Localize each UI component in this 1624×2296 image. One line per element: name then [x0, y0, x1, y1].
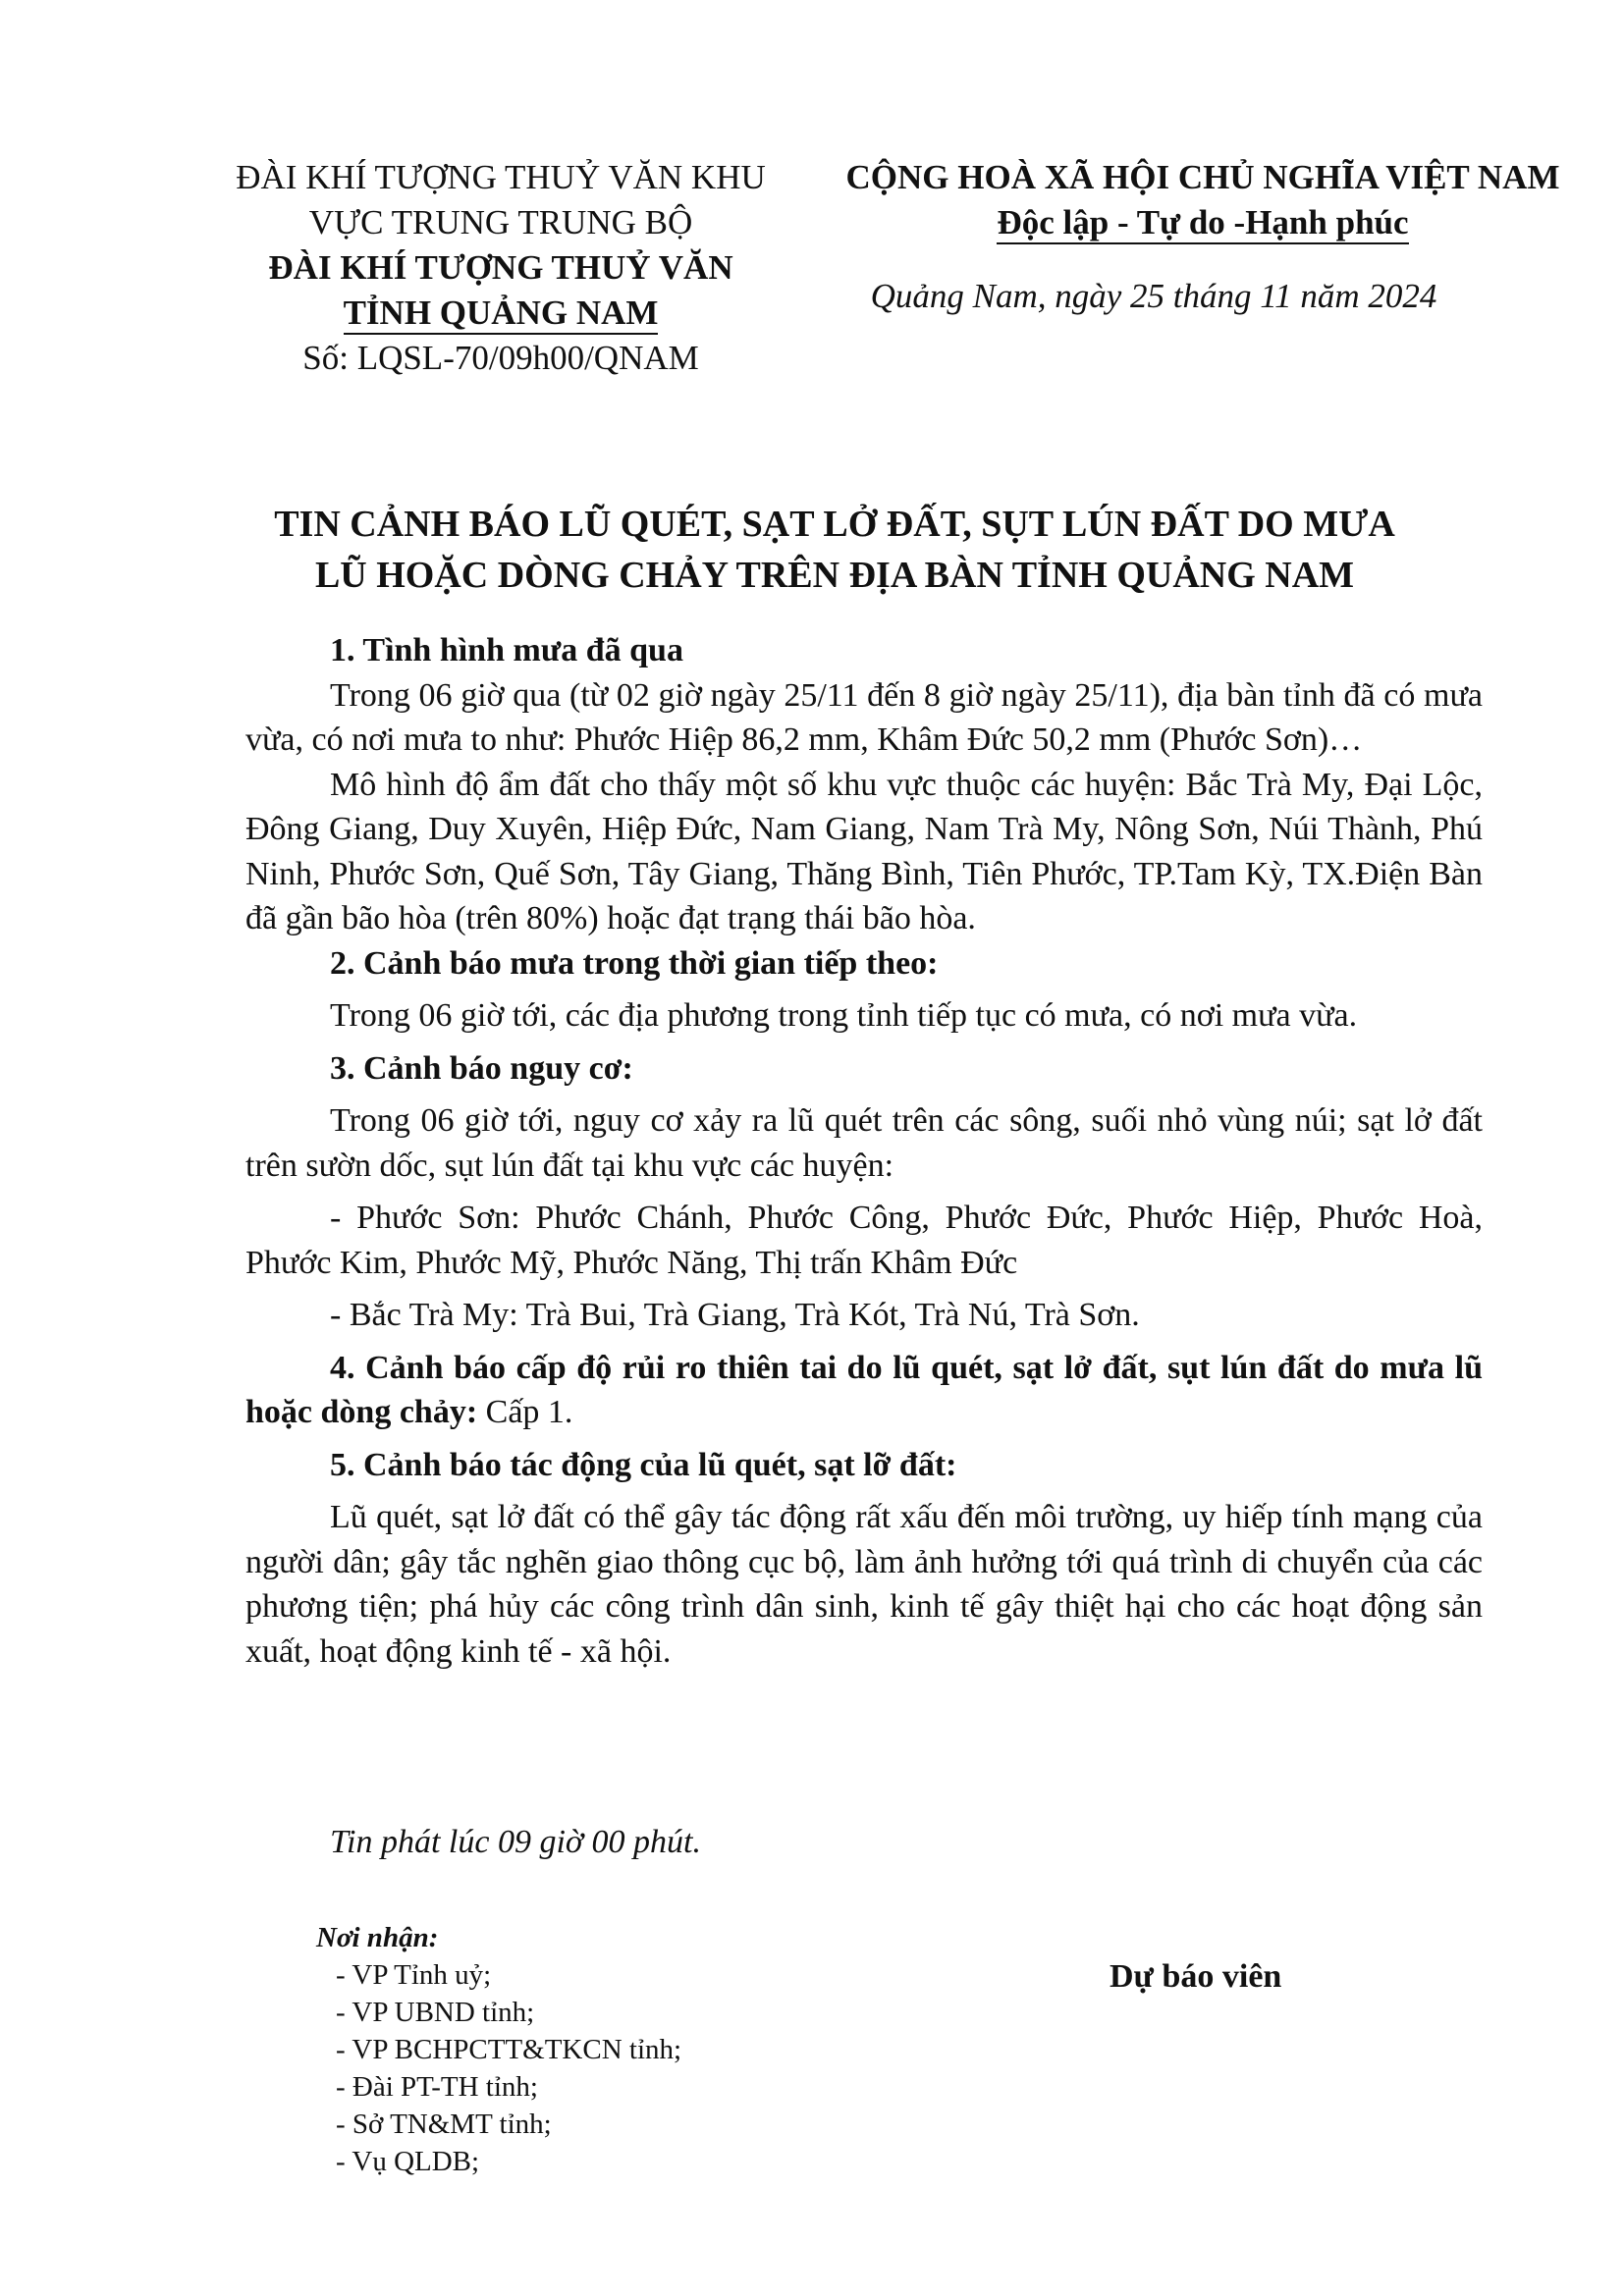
document-date: Quảng Nam, ngày 25 tháng 11 năm 2024 — [870, 277, 1437, 315]
issued-time: Tin phát lúc 09 giờ 00 phút. — [330, 1824, 702, 1860]
document-body — [245, 628, 1483, 1674]
section-5-paragraph: Lũ quét, sạt lở đất có thể gây tác động rất xấu đến môi trường, uy hiếp tính mạng của người dân; gây tắc nghẽn giao thông cục bộ, làm ảnh hưởng tới quá trình di chuyển của các phương tiện; phá hủy các công trình dân sinh, kinh tế gây thiệt hại cho các hoạt động sản xuất, hoạt động kinh tế - xã hội. — [245, 1499, 1483, 1670]
recipient-item: - Đài PT-TH tỉnh; — [336, 2071, 538, 2103]
risk-level-value: Cấp 1. — [477, 1394, 573, 1430]
section-4-heading: 4. Cảnh báo cấp độ rủi ro thiên tai do lũ quét, sạt lở đất, sụt lún đất do mưa lũ hoặc dòng chảy: — [245, 1349, 1483, 1430]
agency-name-line1: ĐÀI KHÍ TƯỢNG THUỶ VĂN — [268, 248, 733, 287]
national-motto: Độc lập - Tự do -Hạnh phúc — [997, 203, 1408, 244]
section-5-heading: 5. Cảnh báo tác động của lũ quét, sạt lỡ đất: — [330, 1446, 957, 1483]
section-1-heading: 1. Tình hình mưa đã qua — [330, 632, 683, 668]
section-2-heading: 2. Cảnh báo mưa trong thời gian tiếp theo: — [330, 944, 939, 982]
title-line1: TIN CẢNH BÁO LŨ QUÉT, SẠT LỞ ĐẤT, SỤT LÚN ĐẤT DO MƯA — [274, 504, 1395, 545]
country-name: CỘNG HOÀ XÃ HỘI CHỦ NGHĨA VIỆT NAM — [845, 158, 1560, 196]
recipient-item: - Vụ QLDB; — [336, 2146, 480, 2177]
issuing-agency-block — [196, 155, 805, 381]
section-3-item-bac-tra-my: - Bắc Trà My: Trà Bui, Trà Giang, Trà Kót, Trà Nú, Trà Sơn. — [330, 1297, 1140, 1333]
document-number: Số: LQSL-70/09h00/QNAM — [302, 339, 699, 377]
section-1-paragraph-2: Mô hình độ ẩm đất cho thấy một số khu vực thuộc các huyện: Bắc Trà My, Đại Lộc, Đông Giang, Duy Xuyên, Hiệp Đức, Nam Giang, Nam Trà My, Nông Sơn, Núi Thành, Phú Ninh, Phước Sơn, Quế Sơn, Tây Giang, Thăng Bình, Tiên Phước, TP.Tam Kỳ, TX.Điện Bàn đã gần bão hòa (trên 80%) hoặc đạt trạng thái bão hòa. — [245, 766, 1483, 936]
recipients-label: Nơi nhận: — [316, 1922, 439, 1953]
section-3-heading: 3. Cảnh báo nguy cơ: — [330, 1049, 633, 1087]
recipient-item: - Sở TN&MT tỉnh; — [336, 2109, 552, 2140]
signature-title: Dự báo viên — [1110, 1958, 1282, 1995]
document-title — [196, 499, 1473, 601]
national-heading-block — [815, 155, 1591, 245]
section-2-paragraph: Trong 06 giờ tới, các địa phương trong tỉnh tiếp tục có mưa, có nơi mưa vừa. — [330, 997, 1358, 1034]
agency-parent-line2: VỰC TRUNG TRUNG BỘ — [308, 203, 693, 241]
recipient-item: - VP Tỉnh uỷ; — [336, 1959, 492, 1991]
recipient-item: - VP BCHPCTT&TKCN tỉnh; — [336, 2034, 682, 2065]
recipients-block — [316, 1919, 681, 2180]
recipient-item: - VP UBND tỉnh; — [336, 1997, 535, 2028]
title-line2: LŨ HOẶC DÒNG CHẢY TRÊN ĐỊA BÀN TỈNH QUẢNG NAM — [314, 555, 1355, 596]
agency-name-line2: TỈNH QUẢNG NAM — [344, 294, 659, 335]
agency-parent-line1: ĐÀI KHÍ TƯỢNG THUỶ VĂN KHU — [236, 158, 766, 196]
section-3-paragraph: Trong 06 giờ tới, nguy cơ xảy ra lũ quét trên các sông, suối nhỏ vùng núi; sạt lở đất trên sườn dốc, sụt lún đất tại khu vực các huyện: — [245, 1102, 1483, 1184]
section-1-paragraph-1: Trong 06 giờ qua (từ 02 giờ ngày 25/11 đến 8 giờ ngày 25/11), địa bàn tỉnh đã có mưa vừa, có nơi mưa to như: Phước Hiệp 86,2 mm, Khâm Đức 50,2 mm (Phước Sơn)… — [245, 676, 1483, 758]
section-3-item-phuoc-son: - Phước Sơn: Phước Chánh, Phước Công, Phước Đức, Phước Hiệp, Phước Hoà, Phước Kim, Phước Mỹ, Phước Năng, Thị trấn Khâm Đức — [245, 1200, 1483, 1281]
